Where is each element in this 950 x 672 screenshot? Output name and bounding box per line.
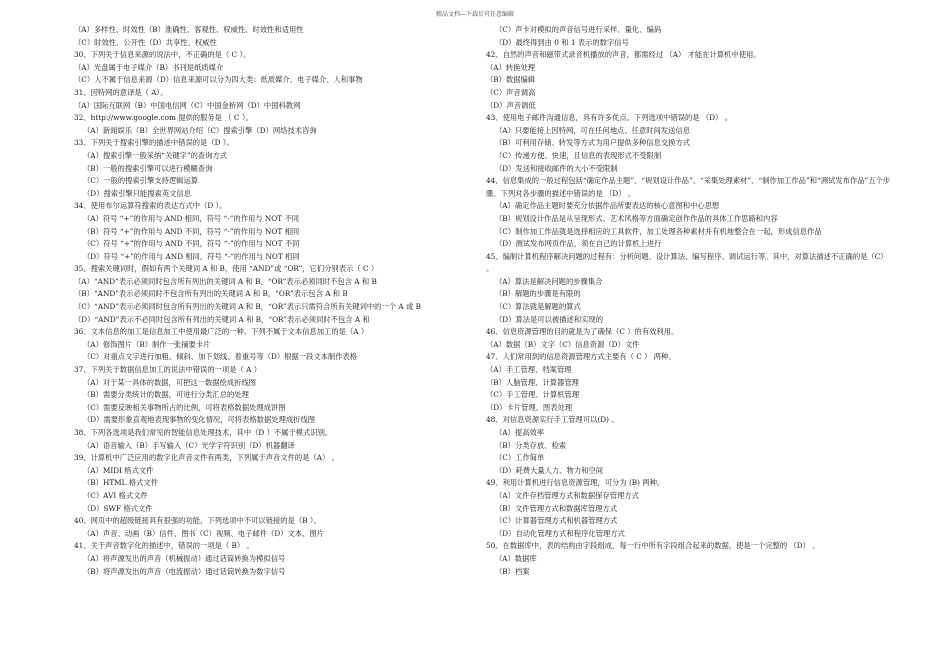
option-line: （D）搜索引擎只能搜索英文信息 xyxy=(83,188,192,198)
left-column xyxy=(74,24,482,578)
option-line: （D）“AND”表示不必同时包含所有列出的关键词 A 和 B，“OR”表示必须同时不包含 A 和 xyxy=(74,314,370,324)
question-line: 32、http://www.google.com 提供的服务是 （ C ）。 xyxy=(74,113,253,123)
option-line: （B）“AND”表示必须同时不包含所有列出的关键词 A 和 B，“OR”表示包含 A 和 B xyxy=(74,289,348,299)
question-line: 45、编制计算机程序解决问题的过程有：分析问题、设计算法、编写程序、调试运行等。其中，对算法描述不正确的是（C） 。 xyxy=(486,251,888,274)
option-line: （D）需要形象直观地表现事物的变化情况，可将表格数据处理成折线图 xyxy=(83,415,316,425)
option-line: （A）搜索引擎一般采纳“关键字”的查询方式 xyxy=(83,150,228,160)
question-line: 31、因特网的意译是（ A）。 xyxy=(74,87,168,97)
option-line: （C）手工管理、计算机管理 xyxy=(486,390,580,400)
option-line: （A）符号 “+”的作用与 AND 相同，符号 “-”的作用与 NOT 不同 xyxy=(83,213,300,223)
option-line: （C）时效性、公开性（D）共享性、权威性 xyxy=(74,37,217,47)
question-line: 41、关于声音数字化的描述中，错误的一项是（ B） 。 xyxy=(74,541,254,551)
option-line: （A）算法是解决问题的步骤集合 xyxy=(495,276,603,286)
option-line: （A）提高效率 xyxy=(495,428,545,437)
question-line: 47、人们常用到的信息资源管理方式主要有（ C ） 两种。 xyxy=(486,352,676,362)
option-line: （A）多样性、时效性（B）准确性、客观性、权威性、时效性和适用性 xyxy=(74,25,304,34)
question-line: 50、在数据库中，表的结构由字段组成，每一行中所有字段组合起来的数据，使是一个完整的 （D） 。 xyxy=(486,541,820,551)
question-line: 37、下列关于数据信息加工的说法中错误的一项是（ A ） xyxy=(74,365,262,375)
option-line: （A）转换处理 xyxy=(486,62,536,72)
question-line: 40、网页中的超级链接具有很强的功能，下列选项中不可以链接的是（B ）。 xyxy=(74,516,321,526)
question-line: 30、下列关于信息来源的说法中，不正确的是（ C ）。 xyxy=(74,50,251,60)
question-line: 35、搜索关键词时，假如有两个关键词 A 和 B，使用 “AND”或 “OR”，它们分别表示（ C ） xyxy=(74,264,379,274)
option-line: （D）发送和接收邮件的大小不受限制 xyxy=(495,163,618,173)
option-line: （A）修饰图片（B）制作一张摘要卡片 xyxy=(83,339,211,349)
option-line: （A）“AND”表示必须同时包含所有列出的关键词 A 和 B，“OR”表示必须同时不包含 A 和 B xyxy=(74,276,377,286)
option-line: （A）声音、动画（B）信件、图书（C）视频、电子邮件（D）文本、图片 xyxy=(83,528,324,538)
question-line: 46、信息资源管理的目的就是为了确保（C ）的有效利用。 xyxy=(486,327,679,337)
option-line: （C）声卡对模拟的声音信号进行采样、量化、编码 xyxy=(495,25,662,34)
question-line: 42、自然的声音和磁带式录音机播放的声音，都需经过 （A） 才能在计算机中使用。 xyxy=(486,50,761,60)
option-line: （D）测试发布网页作品，须在自己的计算机上进行 xyxy=(495,239,662,249)
option-line: （B）可利用存储、转发等方式为用户提供多种信息交换方式 xyxy=(495,138,691,148)
option-line: （B）文件管理方式和数据库管理方式 xyxy=(495,503,618,513)
option-line: （B）HTML 格式文件 xyxy=(83,478,159,488)
question-line: 38、下列各选项是我们常见的智能信息处理技术，其中（D ）不属于模式识别。 xyxy=(74,428,333,437)
option-line: （A）光盘属于电子媒介（B）书刊是纸质媒介 xyxy=(74,62,224,72)
option-line: （A）确定作品主题时要充分依据作品所要表达的核心意图和中心思想 xyxy=(495,201,720,211)
option-line: （B）人脑管理、计算器管理 xyxy=(486,377,579,387)
option-line: （A）将声源发出的声音（机械振动）通过话筒转换为模拟信号 xyxy=(83,553,286,563)
option-line: （B）解题的步骤是有限的 xyxy=(495,289,581,299)
question-line: 34、使用布尔运算符搜索的表达方式中（D ）。 xyxy=(74,201,227,211)
question-line: 33、下列关于搜索引擎的描述中错误的是（D ）。 xyxy=(74,138,234,148)
option-line: （B）符号 “+”的作用与 AND 不同，符号 “-”的作用与 NOT 相同 xyxy=(83,226,300,236)
option-line: （B）分类存放、检索 xyxy=(495,440,567,450)
option-line: （D）最终得到由 0 和 1 表示的数字信号 xyxy=(495,37,629,47)
option-line: （B）档案 xyxy=(495,566,530,576)
option-line: （C）AVI 格式文件 xyxy=(83,490,148,500)
option-line: （A）MIDI 格式文件 xyxy=(83,465,154,475)
option-line: （D）声音调低 xyxy=(486,100,536,110)
option-line: （C）对重点文字进行加粗、倾斜、加下划线、着重号等（D）根据一段文本制作表格 xyxy=(83,352,358,362)
option-line: （B）规划设计作品是从呈现形式、艺术风格等方面确定创作作品的具体工作思路和内容 xyxy=(495,213,778,223)
option-line: （A）文件存档管理方式和数据保存管理方式 xyxy=(495,490,639,500)
question-line: 39、计算机中广泛应用的数字化声音文件有两类，下列属于声音文件的是（A） 。 xyxy=(74,453,339,463)
option-line: （A）新闻娱乐（B）全世界网站介绍（C）搜索引擎（D）网络技术咨询 xyxy=(83,125,317,135)
option-line: （A）数据（B）文字（C）信息资源（D）文件 xyxy=(486,339,640,349)
option-line: （D）SWF 格式文件 xyxy=(83,503,153,513)
option-line: （D）卡片管理、图表处理 xyxy=(486,402,573,412)
page-header: 精品文档---下载后可任意编辑 xyxy=(435,11,515,18)
option-line: （C）符号 “+”的作用与 AND 不同，符号 “-”的作用与 NOT 不同 xyxy=(83,239,300,249)
option-line: （C）制作加工作品就是选择相应的工具软件，加工处理各种素材并有机地整合在一起，形成信息作品 xyxy=(495,226,822,236)
option-line: （B）将声源发出的声音（电流振动）通过话筒转换为数字信号 xyxy=(83,566,286,576)
option-line: （C）计算器管理方式和机器管理方式 xyxy=(495,516,618,526)
option-line: （A）对于某一具体的数据，可把这一数据绘成折线图 xyxy=(83,377,257,387)
option-line: （A）手工管理、档案管理 xyxy=(486,365,572,375)
option-line: （C）“AND”表示必须同时包含所有列出的关键词 A 和 B，“OR”表示只需符合所有关键词中的一个 A 或 B xyxy=(74,302,421,312)
option-line: （C）工作简单 xyxy=(495,453,545,463)
option-line: （D）耗费大量人力、物力和空间 xyxy=(495,465,604,475)
option-line: （A）语音输入（B）手写输入（C）光学字符识别（D）机器翻译 xyxy=(83,440,295,450)
option-line: （D）符号 “+”的作用与 AND 相同，符号 “-”的作用与 NOT 相同 xyxy=(83,251,300,261)
question-line: 49、利用计算机进行信息资源管理，可分为 (B) 两种。 xyxy=(486,478,665,488)
option-line: （C）声音调高 xyxy=(486,87,536,97)
option-line: （A）数据库 xyxy=(495,553,537,563)
option-line: （B）数据编辑 xyxy=(486,75,536,85)
option-line: （C）需要反映相关事物所占的比例，可将表格数据处理成饼图 xyxy=(83,402,286,412)
question-line: 36、文本信息的加工是信息加工中使用最广泛的一种。下列不属于文本信息加工的是（A ） xyxy=(74,327,369,337)
option-line: （D）自动化管理方式和程序化管理方式 xyxy=(495,528,625,538)
right-column xyxy=(486,24,894,578)
option-line: （C）传递方便、快速，且信息的表现形式不受限制 xyxy=(495,150,662,160)
question-line: 44、信息集成的一般过程包括“确定作品主题”、“规划设计作品”、“采集处理素材”、“制作加工作品”和“测试发布作品”五个步骤。下列对各步骤的描述中错误的是 （D） 。 xyxy=(486,176,891,198)
question-line: 48、对信息资源实行手工管理可以(D) 。 xyxy=(486,415,619,425)
option-line: （C）人不属于信息来源（D）信息来源可以分为四大类：纸质媒介、电子媒介、人和事物 xyxy=(74,75,363,85)
option-line: （B）需要分类统计的数据，可进行分类汇总的处理 xyxy=(83,390,249,400)
option-line: （C）算法就是解题的算式 xyxy=(495,302,581,312)
option-line: （B）一般的搜索引擎可以进行模糊查询 xyxy=(83,163,213,173)
option-line: （A）只要能接上因特网，可在任何地点、任意时间发送信息 xyxy=(495,125,690,135)
option-line: （D）算法是可以被描述和实现的 xyxy=(495,314,604,324)
option-line: （A）国际互联网（B）中国电信网（C）中国金桥网（D）中国科教网 xyxy=(74,100,301,110)
option-line: （C）一般的搜索引擎支持逻辑运算 xyxy=(83,176,199,186)
question-line: 43、使用电子邮件沟通信息，具有许多优点。下列选项中错误的是 （D） 。 xyxy=(486,113,732,123)
